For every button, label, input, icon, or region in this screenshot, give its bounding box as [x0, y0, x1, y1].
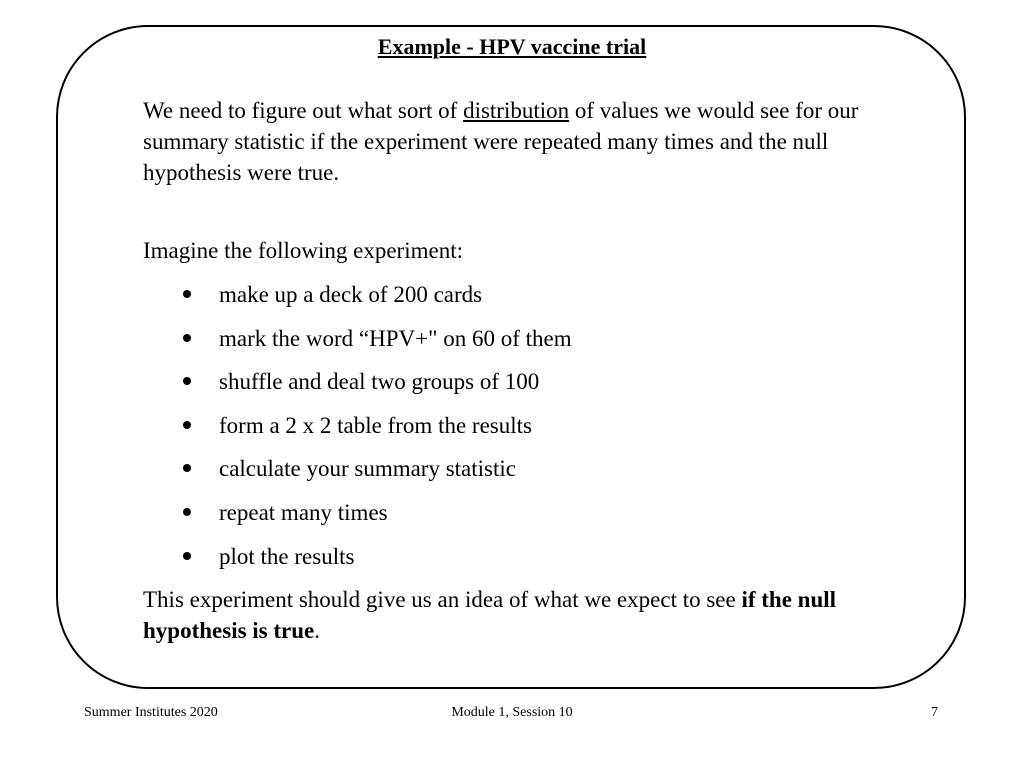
- bullet-icon: [183, 464, 191, 472]
- footer-center-text: Module 1, Session 10: [451, 705, 573, 720]
- experiment-steps-list: [143, 279, 572, 584]
- list-item: [143, 366, 572, 410]
- bullet-icon: [183, 290, 191, 298]
- list-item-text: plot the results: [219, 543, 355, 569]
- list-item-text: calculate your summary statistic: [219, 456, 516, 482]
- list-item-text: form a 2 x 2 table from the results: [219, 412, 532, 438]
- list-item-text: mark the word “HPV+" on 60 of them: [219, 325, 572, 351]
- bullet-icon: [183, 552, 191, 560]
- list-item: [143, 497, 572, 541]
- closing-paragraph: [143, 584, 883, 646]
- bullet-icon: [183, 508, 191, 516]
- slide-title: Example - HPV vaccine trial: [377, 34, 647, 59]
- closing-text-start: This experiment should give us an idea of what we expect to see: [143, 587, 742, 612]
- list-item-text: shuffle and deal two groups of 100: [219, 369, 540, 395]
- list-item-text: repeat many times: [219, 499, 388, 525]
- bullet-icon: [183, 421, 191, 429]
- closing-text-end: .: [314, 618, 320, 643]
- bullet-icon: [183, 377, 191, 385]
- list-item: [143, 323, 572, 367]
- footer-left-text: Summer Institutes 2020: [84, 705, 218, 720]
- page-number: 7: [931, 705, 938, 720]
- intro-text-start: We need to figure out what sort of: [143, 98, 464, 123]
- list-item: [143, 410, 572, 454]
- bullet-icon: [183, 334, 191, 342]
- list-item: [143, 453, 572, 497]
- closing-bold-phrase: if the null hypothesis is true: [143, 587, 837, 643]
- list-item-text: make up a deck of 200 cards: [219, 282, 483, 307]
- intro-paragraph: [143, 95, 883, 188]
- intro-text-end: of values we would see for our summary statistic if the experiment were repeated many times and the null hypothesis were true.: [143, 98, 859, 185]
- lead-sentence: Imagine the following experiment:: [143, 238, 463, 263]
- intro-underlined-term: distribution: [463, 98, 570, 123]
- list-item: [143, 279, 572, 323]
- list-item: [143, 541, 572, 585]
